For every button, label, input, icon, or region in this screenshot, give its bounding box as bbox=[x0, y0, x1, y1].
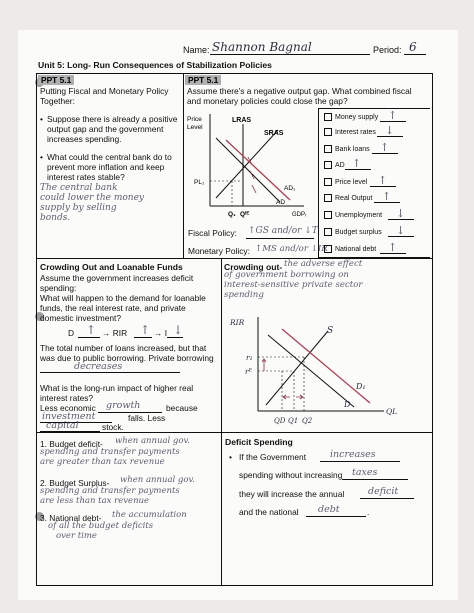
checklist-mark: ↑ bbox=[378, 174, 388, 187]
checklist-item: Price level bbox=[324, 178, 367, 187]
checklist-underline bbox=[345, 169, 371, 170]
r1-label: r₁ bbox=[246, 353, 253, 362]
checklist-underline bbox=[372, 153, 398, 154]
section-title: Crowding out- bbox=[224, 262, 283, 272]
bullet-text: prevent more inflation and keep bbox=[47, 162, 165, 172]
ppt-tag: PPT 5.1 bbox=[38, 75, 74, 85]
bullet-text: What could the central bank do to bbox=[47, 152, 172, 162]
handwritten-answer: The central bank bbox=[40, 183, 118, 193]
checklist-underline bbox=[377, 136, 403, 137]
handwritten-answer: spending bbox=[224, 290, 264, 300]
handwritten-answer: of government borrowing on bbox=[224, 270, 349, 280]
sentence-text: they will increase the annual bbox=[239, 489, 345, 499]
equation-i: → I bbox=[154, 328, 168, 338]
checklist-underline bbox=[388, 236, 414, 237]
grid-divider-horizontal bbox=[36, 432, 433, 433]
paragraph-text: because bbox=[166, 403, 198, 413]
paragraph-text: What will happen to the demand for loanable bbox=[40, 293, 206, 303]
paragraph-text: spending: bbox=[40, 283, 77, 293]
paragraph-text: domestic investment? bbox=[40, 313, 121, 323]
handwritten-answer: when annual gov. bbox=[120, 475, 195, 485]
qd-label: QD bbox=[274, 417, 286, 425]
handwritten-answer: could lower the money bbox=[40, 193, 145, 203]
equation-mark: ↑ bbox=[140, 323, 151, 337]
section-title: Deficit Spending bbox=[225, 437, 293, 447]
handwritten-answer: spending and transfer payments bbox=[40, 447, 180, 457]
question-text: and monetary policies could close the gap? bbox=[187, 96, 348, 106]
term-label: 3. National debt- bbox=[40, 513, 102, 523]
bullet-text: interest rates stable? bbox=[47, 172, 125, 182]
ad-as-graph bbox=[186, 110, 316, 222]
paragraph-text: The total number of loans increased, but that bbox=[40, 343, 207, 353]
ql-label: QL bbox=[386, 407, 398, 416]
fiscal-underline bbox=[246, 238, 314, 239]
period-underline bbox=[404, 54, 426, 55]
paragraph-text: interest rates? bbox=[40, 393, 94, 403]
re-label: rᴱ bbox=[245, 367, 253, 376]
checklist-mark: ↓ bbox=[396, 207, 406, 220]
paragraph-text: Assume the government increases deficit bbox=[40, 273, 194, 283]
handwritten-answer: the accumulation bbox=[112, 510, 187, 520]
checklist-item: Bank loans bbox=[324, 145, 370, 154]
demand-label: D bbox=[344, 400, 351, 409]
checklist-item: Real Output bbox=[324, 194, 372, 203]
checklist-item: Budget surplus bbox=[324, 228, 382, 237]
equation-mark: ↓ bbox=[173, 323, 184, 337]
checklist-mark: ↑ bbox=[382, 190, 392, 203]
q1-label: Q1 bbox=[288, 417, 299, 425]
axis-label-level: Level bbox=[187, 124, 203, 131]
lras-label: LRAS bbox=[232, 117, 252, 124]
section-title: Together: bbox=[40, 96, 75, 106]
handwritten-answer: when annual gov. bbox=[115, 436, 190, 446]
pl1-label: PL₁ bbox=[194, 179, 205, 186]
grid-divider-horizontal bbox=[36, 258, 433, 259]
handwritten-answer: over time bbox=[56, 531, 97, 541]
fiscal-policy-label: Fiscal Policy: bbox=[188, 228, 237, 238]
term-label: 1. Budget deficit- bbox=[40, 439, 103, 449]
period-label: Period: bbox=[373, 45, 402, 55]
checklist-underline bbox=[380, 253, 406, 254]
handwritten-answer: are less than tax revenue bbox=[40, 496, 150, 506]
grid-left bbox=[36, 73, 37, 586]
axis-label-price: Price bbox=[187, 116, 202, 123]
answer-underline bbox=[360, 498, 414, 499]
handwritten-answer: deficit bbox=[368, 486, 399, 497]
handwritten-answer: bonds. bbox=[40, 213, 71, 223]
checklist-item: National debt bbox=[324, 245, 376, 254]
grid-top bbox=[36, 73, 433, 74]
period-value: 6 bbox=[409, 40, 417, 54]
ad-label: AD bbox=[276, 199, 286, 206]
name-label: Name: bbox=[183, 45, 210, 55]
answer-underline bbox=[342, 479, 408, 480]
handwritten-answer: decreases bbox=[74, 361, 123, 372]
q2-label: Q2 bbox=[302, 417, 313, 425]
checklist-mark: ↑ bbox=[388, 109, 398, 122]
checklist-underline bbox=[380, 121, 406, 122]
handwritten-answer: taxes bbox=[352, 467, 378, 478]
name-underline bbox=[210, 54, 370, 55]
checklist-item: AD bbox=[324, 161, 345, 170]
sentence-text: spending without increasing bbox=[239, 470, 343, 480]
handwritten-answer: are greater than tax revenue bbox=[40, 457, 165, 467]
handwritten-answer: growth bbox=[106, 400, 141, 411]
gdp-label: GDPᵣ bbox=[292, 212, 307, 218]
fiscal-policy-answer: ↑GS and/or ↓T bbox=[248, 226, 318, 236]
ppt-tag: PPT 5.1 bbox=[185, 75, 221, 85]
equation-underline bbox=[78, 337, 100, 338]
paragraph-text: was due to public borrowing. Private borrowing bbox=[40, 353, 214, 363]
equation-d: D bbox=[68, 328, 75, 338]
handwritten-answer: capital bbox=[46, 420, 79, 431]
bullet-text: output gap and the government bbox=[47, 124, 164, 134]
handwritten-answer: investment bbox=[42, 411, 96, 422]
handwritten-answer: of all the budget deficits bbox=[48, 521, 154, 531]
name-value: Shannon Bagnal bbox=[212, 40, 312, 54]
question-text: Assume there's a negative output gap. What combined fiscal bbox=[187, 86, 412, 96]
bullet-text: increases spending. bbox=[47, 134, 122, 144]
d1-label: D₁ bbox=[356, 382, 366, 391]
section-title: Putting Fiscal and Monetary Policy bbox=[40, 86, 169, 96]
paragraph-text: stock. bbox=[102, 422, 124, 432]
bullet-text: Suppose there is already a positive bbox=[47, 114, 178, 124]
checklist-mark: ↓ bbox=[396, 224, 406, 237]
bullet-dot: • bbox=[40, 114, 43, 124]
checklist-underline bbox=[374, 202, 400, 203]
grid-divider-vertical bbox=[221, 258, 222, 585]
ad1-label: AD₁ bbox=[284, 185, 296, 192]
paragraph-text: falls. Less bbox=[128, 413, 166, 423]
supply-label: S bbox=[327, 326, 334, 336]
sentence-end: . bbox=[367, 507, 370, 517]
term-label: 2. Budget Surplus- bbox=[40, 478, 110, 488]
monetary-policy-label: Monetary Policy: bbox=[188, 246, 250, 256]
unit-title: Unit 5: Long- Run Consequences of Stabilization Policies bbox=[38, 60, 272, 70]
equation-underline bbox=[134, 337, 152, 338]
grid-divider-vertical bbox=[183, 73, 184, 258]
section-title: Crowding Out and Loanable Funds bbox=[40, 262, 183, 272]
bullet-dot: • bbox=[40, 152, 43, 162]
checklist-item: Interest rates bbox=[324, 128, 376, 137]
checklist-item: Unemployment bbox=[324, 211, 382, 220]
answer-underline bbox=[40, 431, 100, 432]
equation-underline bbox=[167, 337, 183, 338]
handwritten-answer: debt bbox=[318, 504, 340, 515]
grid-right bbox=[432, 73, 433, 586]
sentence-text: If the Government bbox=[239, 452, 307, 462]
qfe-label: Qᶠᴱ bbox=[240, 211, 250, 218]
equation-mark: ↑ bbox=[86, 323, 97, 337]
paragraph-text: What is the long-run impact of higher real bbox=[40, 383, 194, 393]
checklist-underline bbox=[370, 186, 396, 187]
monetary-policy-answer: ↑MS and/or ↓IR bbox=[255, 244, 328, 254]
handwritten-answer: spending and transfer payments bbox=[40, 486, 180, 496]
sras-label: SRAS bbox=[264, 130, 284, 137]
handwritten-answer: supply by selling bbox=[40, 203, 117, 213]
answer-underline bbox=[306, 516, 366, 517]
checklist-mark: ↓ bbox=[385, 124, 395, 137]
checklist-underline bbox=[388, 219, 414, 220]
bullet-dot: • bbox=[229, 452, 232, 462]
rir-label: RIR bbox=[230, 318, 245, 327]
sentence-text: and the national bbox=[239, 507, 299, 517]
handwritten-answer: increases bbox=[330, 449, 376, 460]
handwritten-answer: interest-sensitive private sector bbox=[224, 280, 363, 290]
paragraph-text: funds, the real interest rate, and private bbox=[40, 303, 186, 313]
loanable-funds-graph bbox=[224, 313, 429, 431]
equation-rir: → RIR bbox=[102, 328, 128, 338]
answer-underline bbox=[320, 461, 400, 462]
handwritten-answer: the adverse effect bbox=[284, 259, 363, 269]
answer-underline bbox=[40, 372, 180, 373]
checklist-mark: ↑ bbox=[352, 157, 362, 170]
checklist-mark: ↑ bbox=[388, 241, 398, 254]
q1-label: Q₁ bbox=[228, 211, 236, 218]
grid-bottom bbox=[36, 585, 433, 586]
paragraph-text: Less economic bbox=[40, 403, 96, 413]
checklist-mark: ↑ bbox=[380, 141, 390, 154]
checklist-item: Money supply bbox=[324, 113, 378, 122]
